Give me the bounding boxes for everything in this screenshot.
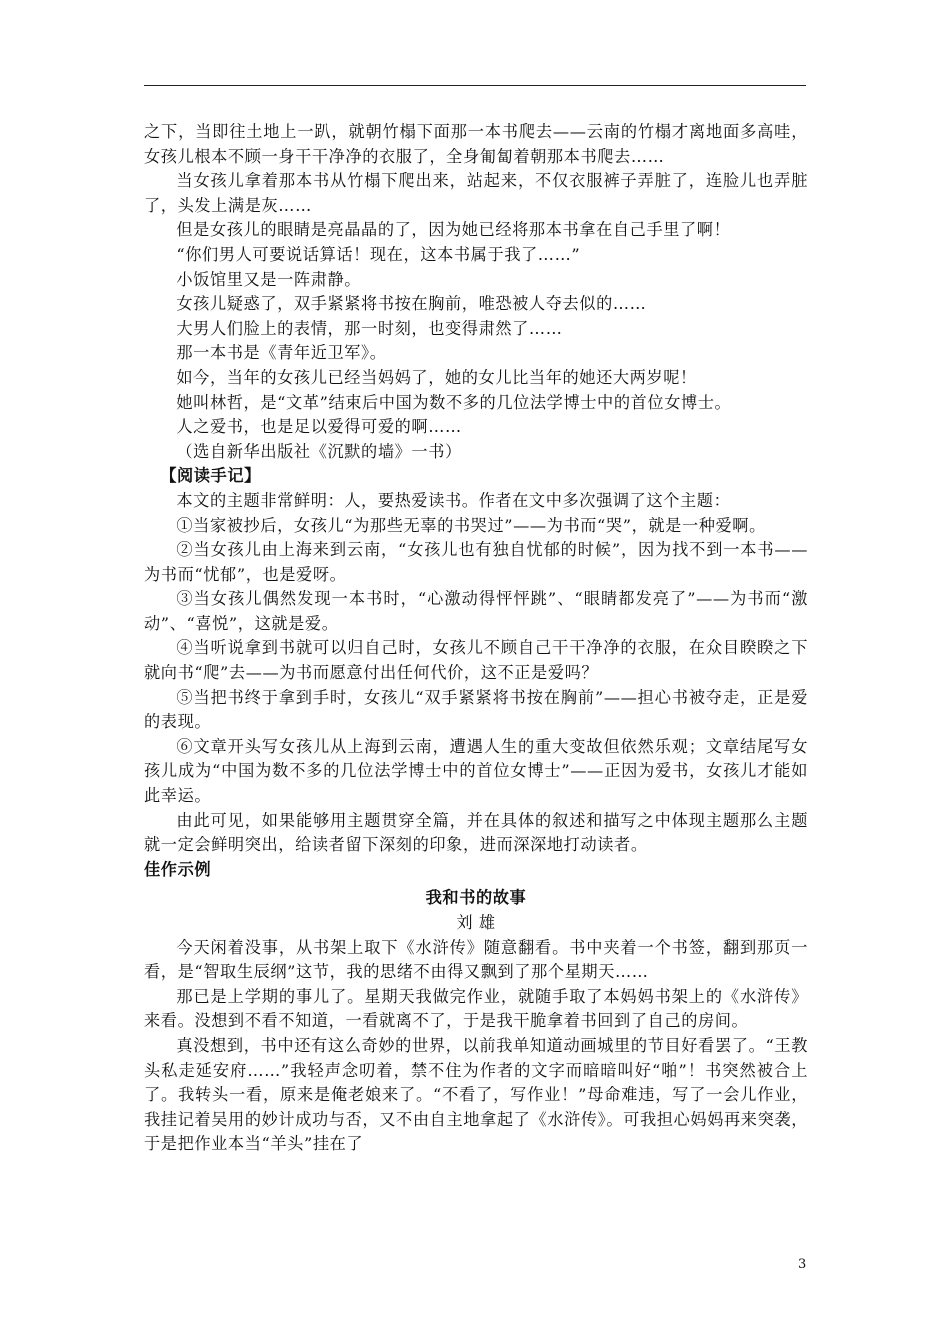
paragraph: 大男人们脸上的表情，那一时刻，也变得肃然了…… <box>176 318 563 338</box>
essay-title: 我和书的故事 <box>425 888 527 908</box>
essay-author: 刘 雄 <box>456 913 496 932</box>
header-rule <box>144 85 806 86</box>
paragraph: 当女孩儿拿着那本书从竹榻下爬出来，站起来，不仅衣服裤子弄脏了，连脸儿也弄脏了，头发上满是灰…… <box>144 171 808 215</box>
page-number: 3 <box>798 1257 807 1272</box>
example-heading: 佳作示例 <box>144 859 212 879</box>
source-citation: （选自新华出版社《沉默的墙》一书） <box>176 441 462 461</box>
notes-paragraph: 本文的主题非常鲜明：人，要热爱读书。作者在文中多次强调了这个主题： <box>176 490 731 510</box>
notes-paragraph: ③当女孩儿偶然发现一本书时，“心激动得怦怦跳”、“眼睛都发亮了”——为书而“激动”、“喜悦”，这就是爱。 <box>144 589 808 633</box>
notes-paragraph: ⑤当把书终于拿到手时，女孩儿“双手紧紧将书按在胸前”——担心书被夺走，正是爱的表现。 <box>144 687 808 732</box>
paragraph: 女孩儿疑惑了，双手紧紧将书按在胸前，唯恐被人夺去似的…… <box>176 294 647 314</box>
paragraph: 之下，当即往土地上一趴，就朝竹榻下面那一本书爬去——云南的竹榻才离地面多高哇，女孩儿根本不顾一身干干净净的衣服了，全身匍匐着朝那本书爬去…… <box>144 122 808 166</box>
paragraph: 但是女孩儿的眼睛是亮晶晶的了，因为她已经将那本书拿在自己手里了啊！ <box>176 220 731 240</box>
notes-paragraph: ①当家被抄后，女孩儿“为那些无辜的书哭过”——为书而“哭”，就是一种爱啊。 <box>176 515 766 535</box>
document-body <box>144 120 808 1157</box>
paragraph: 小饭馆里又是一阵肃静。 <box>176 269 362 289</box>
reading-notes-heading: 【阅读手记】 <box>160 466 261 486</box>
paragraph: 她叫林哲，是“文革”结束后中国为数不多的几位法学博士中的首位女博士。 <box>176 392 732 412</box>
essay-paragraph: 真没想到，书中还有这么奇妙的世界，以前我单知道动画城里的节目好看罢了。“王教头私走延安府……”我轻声念叨着，禁不住为作者的文字而暗暗叫好“啪”！书突然被合上了。我转头一看，原来是俺老娘来了。“不看了，写作业！”母命难违，写了一会儿作业，我挂记着吴用的妙计成功与否，又不由自主地拿起了《水浒传》。可我担心妈妈再来突袭，于是把作业本当“羊头”挂在了 <box>144 1035 808 1154</box>
notes-paragraph: 由此可见，如果能够用主题贯穿全篇，并在具体的叙述和描写之中体现主题那么主题就一定会鲜明突出，给读者留下深刻的印象，进而深深地打动读者。 <box>144 810 808 855</box>
paragraph: 如今，当年的女孩儿已经当妈妈了，她的女儿比当年的她还大两岁呢！ <box>176 367 697 387</box>
notes-paragraph: ②当女孩儿由上海来到云南，“女孩儿也有独自忧郁的时候”，因为找不到一本书——为书而“忧郁”，也是爱呀。 <box>144 540 808 584</box>
paragraph: 那一本书是《青年近卫军》。 <box>176 343 387 363</box>
paragraph: “你们男人可要说话算话！现在，这本书属于我了……” <box>176 244 581 264</box>
essay-paragraph: 那已是上学期的事儿了。星期天我做完作业，就随手取了本妈妈书架上的《水浒传》来看。没想到不看不知道，一看就离不了，于是我干脆拿着书回到了自己的房间。 <box>144 986 808 1031</box>
notes-paragraph: ⑥文章开头写女孩儿从上海到云南，遭遇人生的重大变故但依然乐观；文章结尾写女孩儿成为“中国为数不多的几位法学博士中的首位女博士”——正因为爱书，女孩儿才能如此幸运。 <box>144 736 808 806</box>
paragraph: 人之爱书，也是足以爱得可爱的啊…… <box>176 417 462 437</box>
essay-paragraph: 今天闲着没事，从书架上取下《水浒传》随意翻看。书中夹着一个书签，翻到那页一看，是“智取生辰纲”这节，我的思绪不由得又飘到了那个星期天…… <box>144 937 808 982</box>
notes-paragraph: ④当听说拿到书就可以归自己时，女孩儿不顾自己干干净净的衣服，在众目睽睽之下就向书“爬”去——为书而愿意付出任何代价，这不正是爱吗？ <box>144 638 808 683</box>
